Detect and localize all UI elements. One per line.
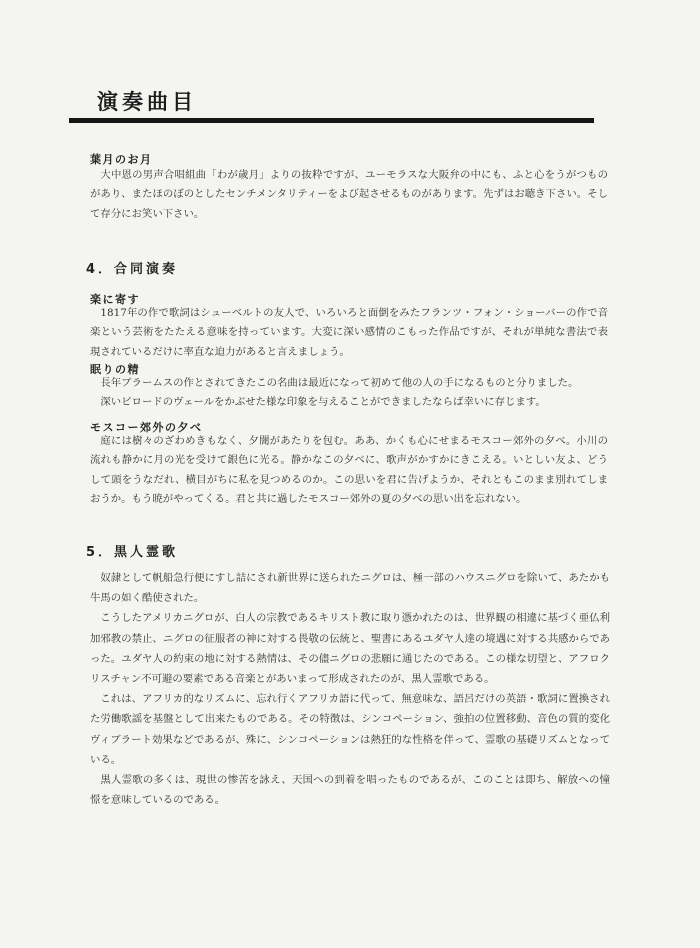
paragraph: これは、アフリカ的なリズムに、忘れ行くアフリカ語に代って、無意味な、語呂だけの英語・歌詞に置換された労働歌謡を基盤として出来たものである。その特徴は、シンコペーション、強拍の位置移動、音色の質的変化ヴィブラート効果などであるが、殊に、シンコペーションは熱狂的な性格を伴って、霊歌の基礎リズムとなっている。 — [90, 693, 610, 766]
page-title: 演奏曲目 — [97, 90, 197, 114]
item-description-an-die-musik — [90, 304, 608, 362]
paragraph: 深いビロードのヴェールをかぶせた様な印象を与えることができましたならば幸いに存じます。 — [100, 396, 546, 409]
item-title-hazuki: 葉月のお月 — [90, 153, 153, 166]
paragraph: 1817年の作で歌詞はシューベルトの友人で、いろいろと面倒をみたフランツ・フォン・ショーバーの作で音楽という芸術をたたえる意味を持っています。大変に深い感情のこもった作品ですが、それが単純な書法で表現されているだけに率直な迫力があると言えましょう。 — [90, 307, 608, 358]
paragraph: こうしたアメリカニグロが、白人の宗教であるキリスト教に取り憑かれたのは、世界観の相違に基づく亜仏利加邪教の禁止、ニグロの征服者の神に対する畏敬の伝統と、聖書にあるユダヤ人達の境遇に対する共感からであった。ユダヤ人の約束の地に対する熱情は、その儘ニグロの悲願に通じたのである。この様な切望と、アフロクリスチャン不可避の要素である音楽とがあいまって形成されたのが、黒人霊歌である。 — [90, 612, 610, 686]
item-title-sandmannchen: 眠りの精 — [90, 363, 140, 376]
paragraph: 庭には樹々のざわめきもなく、夕闇があたりを包む。ああ、かくも心にせまるモスコー郊外の夕べ。小川の流れも静かに月の光を受けて銀色に光る。静かなこの夕べに、歌声がかすかにきこえる。いとしい友よ、どうして頭をうなだれ、横目がちに私を見つめるのか。この思いを君に告げようか、それともこのまま別れてしまおうか。もう暁がやってくる。君と共に過したモスコー郊外の夏の夕べの思い出を忘れない。 — [90, 435, 608, 505]
section-heading-negro-spirituals: 5．黒人霊歌 — [86, 545, 179, 560]
paragraph: 長年ブラームスの作とされてきたこの名曲は最近になって初めて他の人の手になるものと分りました。 — [100, 377, 579, 389]
title-underline — [69, 118, 594, 123]
item-description-moscow-nights — [90, 432, 608, 509]
paragraph: 黒人霊歌の多くは、現世の惨苦を詠え、天国への到着を唱ったものであるが、このことは即ち、解放への憧憬を意味しているのである。 — [90, 774, 610, 807]
section-heading-joint-performance: 4．合同演奏 — [86, 262, 179, 277]
item-description-hazuki — [90, 166, 608, 224]
section-body-negro-spirituals — [90, 568, 610, 810]
item-title-moscow-nights: モスコー郊外の夕べ — [90, 421, 203, 434]
item-title-an-die-musik: 楽に寄す — [90, 293, 140, 306]
paragraph: 大中恩の男声合唱組曲「わが歳月」よりの抜粋ですが、ユーモラスな大阪弁の中にも、ふと心をうがつものがあり、またほのぼのとしたセンチメンタリティーをよび起させるものがあります。先ずはお聴き下さい。そして存分にお笑い下さい。 — [90, 169, 608, 220]
paragraph: 奴隷として帆船急行便にすし詰にされ新世界に送られたニグロは、極一部のハウスニグロを除いて、あたかも牛馬の如く酷使された。 — [90, 572, 610, 605]
item-description-sandmannchen — [90, 374, 608, 413]
